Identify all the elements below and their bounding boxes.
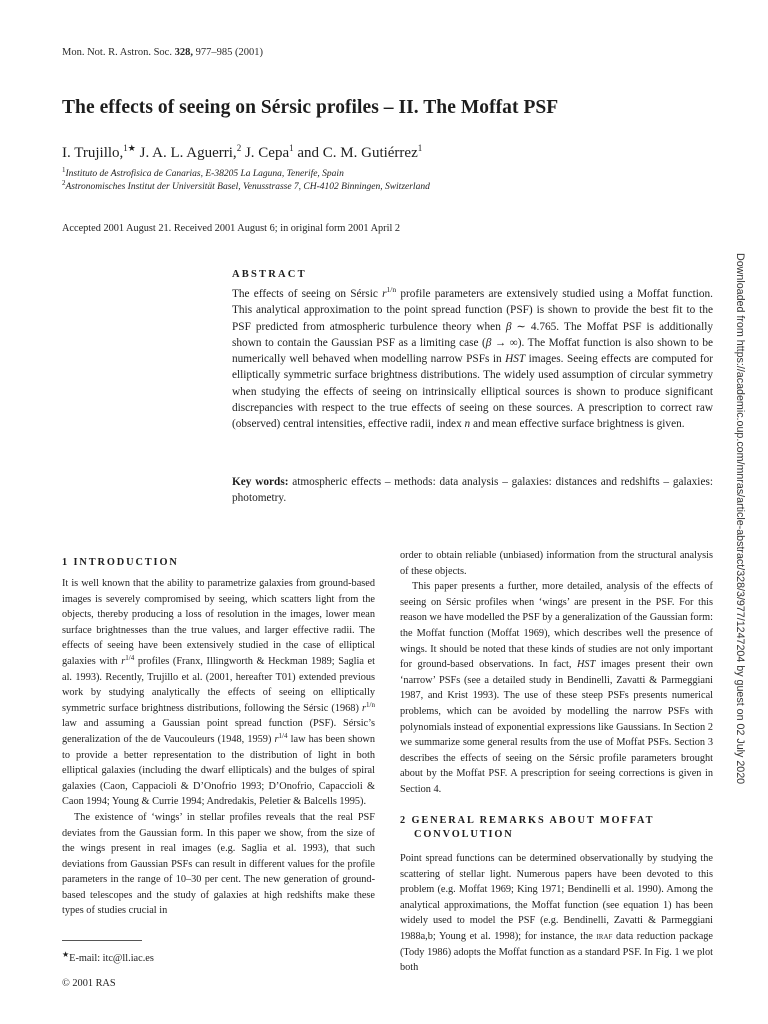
affiliation-2 bbox=[62, 179, 430, 192]
author-gutierrez-sup: 1 bbox=[417, 143, 423, 153]
affiliation-1 bbox=[62, 166, 344, 179]
affiliation-1-sup: 1 bbox=[62, 166, 66, 174]
intro-paragraph-1 bbox=[62, 576, 375, 810]
paper-title: The effects of seeing on Sérsic profiles – II. The Moffat PSF bbox=[62, 97, 559, 118]
abstract-r-exponent: 1/n bbox=[386, 285, 397, 294]
text-run: images present their own ‘narrow’ PSFs (see a detailed study in Bendinelli, Zavatti & Parmeggiani 1987, and Krist 1993). The use of these steep PSFs presents numerical problems, which can be avoided by modelling the narrow PSFs with polynomials instead of exponential expressions like Gaussians. In Section 2 we summarize some general results from the use of Moffat PSFs. Section 3 describes the effects of seeing on the Sérsic profile parameters brought about by the Moffat PSF. A prescription for seeing corrections is given in Section 4. bbox=[400, 659, 713, 795]
section-2-paragraph-1 bbox=[400, 851, 713, 976]
author-aguerri-sup: 2 bbox=[236, 143, 242, 153]
abstract-part: ∼ 4.765. The Moffat PSF is additionally shown to contain the Gaussian PSF as a limiting case ( bbox=[232, 320, 713, 349]
abstract-beta-symbol: β bbox=[505, 320, 512, 333]
iraf-term: iraf bbox=[596, 930, 613, 942]
section-2-heading-line-2: CONVOLUTION bbox=[414, 829, 514, 840]
r-exponent: 1/4 bbox=[278, 731, 288, 740]
text-run: data reduction package (Tody 1986) adopts the Moffat function as a standard PSF. In Fig. 1 we plot both bbox=[400, 930, 713, 974]
accepted-dates: Accepted 2001 August 21. Received 2001 August 6; in original form 2001 April 2 bbox=[62, 223, 401, 234]
text-run: law has been shown to provide a better representation to the distribution of light in both elliptical galaxies (including the dwarf ellipticals) and the bulges of spiral galaxies (Caon, Cappacioli & D’Onofrio 1993; D’Onofrio, Capaccioli & Caon 1994; Young & Currie 1994; Andredakis, Peletier & Balcells 1995). bbox=[62, 733, 375, 808]
intro-paragraph-2: The existence of ‘wings’ in stellar profiles reveals that the real PSF deviates from the Gaussian form. In this paper we show, from the size of the wings present in real images (e.g. Saglia et al. 1993), that such deviations from Gaussian PSFs can result in different values for the profile parameters in the range of 10–30 per cent. The new generation of ground-based telescopes and the study of galaxies at high redshifts make these types of studies crucial in bbox=[62, 811, 375, 917]
copyright: © 2001 RAS bbox=[62, 978, 116, 989]
hst-term: HST bbox=[576, 659, 596, 671]
keywords-text: atmospheric effects – methods: data analysis – galaxies: distances and redshifts – galaxies: photometry. bbox=[232, 476, 713, 505]
footnote-email: E-mail: itc@ll.iac.es bbox=[69, 953, 154, 964]
r-symbol: r bbox=[274, 733, 279, 745]
download-watermark-link[interactable]: Downloaded from https://academic.oup.com/mnras/article-abstract/328/3/977/1247204 by guest on 02 July 2020 bbox=[734, 253, 746, 785]
section-1-heading: 1 INTRODUCTION bbox=[62, 557, 179, 568]
affiliation-1-text: Instituto de Astrofisica de Canarias, E-38205 La Laguna, Tenerife, Spain bbox=[65, 169, 344, 179]
abstract-part: profile parameters are extensively studied using a Moffat function. This analytical approximation to the point spread function (PSF) is shown to provide the best fit to the PSF predicted from atmospheric turbulence theory when bbox=[232, 288, 713, 333]
journal-ref-prefix: Mon. Not. R. Astron. Soc. bbox=[62, 47, 175, 58]
abstract-part: The effects of seeing on Sérsic bbox=[232, 288, 383, 300]
abstract-heading: ABSTRACT bbox=[232, 269, 307, 280]
affiliation-2-text: Astronomisches Institut der Universität Basel, Venusstrasse 7, CH-4102 Binningen, Switzerland bbox=[65, 182, 430, 192]
keywords bbox=[232, 474, 713, 507]
text-run: Point spread functions can be determined observationally by studying the scattering of stellar light. Numerous papers have been devoted to this problem (e.g. Moffat 1969; King 1971; Bendinelli et al. 1990). Among the analytical approximations, the Moffat function (see equation 1) has been widely used to model the PSF (e.g. Bendinelli, Zavatti & Parmeggiani 1988a,b; Young et al. 1998); for instance, the bbox=[400, 853, 713, 942]
text-run: law and assuming a Gaussian point spread function (PSF). Sérsic’s generalization of the de Vaucouleurs (1948, 1959) bbox=[62, 718, 375, 745]
abstract-n-symbol: n bbox=[464, 418, 471, 431]
intro-continuation: order to obtain reliable (unbiased) information from the structural analysis of these objects. bbox=[400, 550, 713, 577]
journal-reference bbox=[62, 47, 263, 58]
footnote bbox=[62, 950, 154, 964]
abstract-hst: HST bbox=[505, 353, 526, 366]
text-run: It is well known that the ability to parametrize galaxies from ground-based images is severely compromised by seeing, which scatters light from the objects, thereby producing a loss of resolution in the images, lower mean surface brightnesses than the true values, and larger effective radii. The effects of seeing have been extensively studied in the case of elliptical galaxies with bbox=[62, 578, 375, 667]
keywords-label: Key words: bbox=[232, 476, 289, 488]
r-symbol: r bbox=[121, 655, 126, 667]
r-exponent: 1/4 bbox=[125, 653, 135, 662]
right-column-bottom bbox=[400, 851, 713, 976]
abstract-r-symbol: r bbox=[382, 288, 387, 300]
right-column-top bbox=[400, 548, 713, 798]
affiliation-2-sup: 2 bbox=[62, 179, 66, 187]
text-run: profiles (Franx, Illingworth & Heckman 1989; Saglia et al. 1993). Recently, Trujillo et al. (2001, hereafter T01) extended previous work by studying analytically the effects of seeing on elliptically symmetric surface brightness distributions, following the Sérsic (1968) bbox=[62, 655, 375, 714]
author-cepa: J. Cepa bbox=[241, 145, 290, 161]
abstract-text bbox=[232, 286, 713, 433]
abstract-part: → ∞). The Moffat function is also shown to be numerically well behaved when modelling narrow PSFs in bbox=[232, 336, 713, 366]
intro-paragraph-3 bbox=[400, 579, 713, 797]
abstract-part: images. Seeing effects are computed for elliptically symmetric surface brightness distributions. The widely used assumption of circular symmetry when studying the effects of seeing on intrinsically elliptical sources is shown to produce significant discrepancies with respect to the true effects of seeing on these sources. A prescription to correct raw (observed) central intensities, effective radii, index bbox=[232, 353, 714, 431]
journal-ref-volume: 328, bbox=[174, 47, 193, 58]
r-exponent: 1/n bbox=[366, 700, 375, 709]
author-cepa-sup: 1 bbox=[289, 143, 294, 153]
author-trujillo-sup: 1★ bbox=[123, 143, 136, 153]
author-list bbox=[62, 143, 422, 162]
text-run: This paper presents a further, more detailed, analysis of the effects of seeing on Sérsic profiles when ‘wings’ are present in the PSF. For this reason we have modelled the PSF by a generalization of the Gaussian form: the Moffat function (Moffat 1969), which describes well the presence of wings. It should be noted that these kinds of studies are not only important for ground-based observations. In fact, bbox=[400, 581, 713, 671]
footnote-star: ★ bbox=[62, 950, 70, 959]
r-symbol: r bbox=[362, 702, 367, 714]
section-2-heading-line-1: 2 GENERAL REMARKS ABOUT MOFFAT bbox=[400, 815, 655, 826]
journal-ref-pages: 977–985 (2001) bbox=[192, 47, 263, 58]
author-trujillo: I. Trujillo, bbox=[62, 145, 124, 161]
footnote-rule bbox=[62, 940, 142, 941]
abstract-part: and mean effective surface brightness is given. bbox=[470, 418, 685, 431]
abstract-beta-symbol: β bbox=[485, 336, 492, 349]
left-column bbox=[62, 576, 375, 919]
author-aguerri: J. A. L. Aguerri, bbox=[135, 145, 237, 161]
author-gutierrez: and C. M. Gutiérrez bbox=[293, 145, 418, 161]
